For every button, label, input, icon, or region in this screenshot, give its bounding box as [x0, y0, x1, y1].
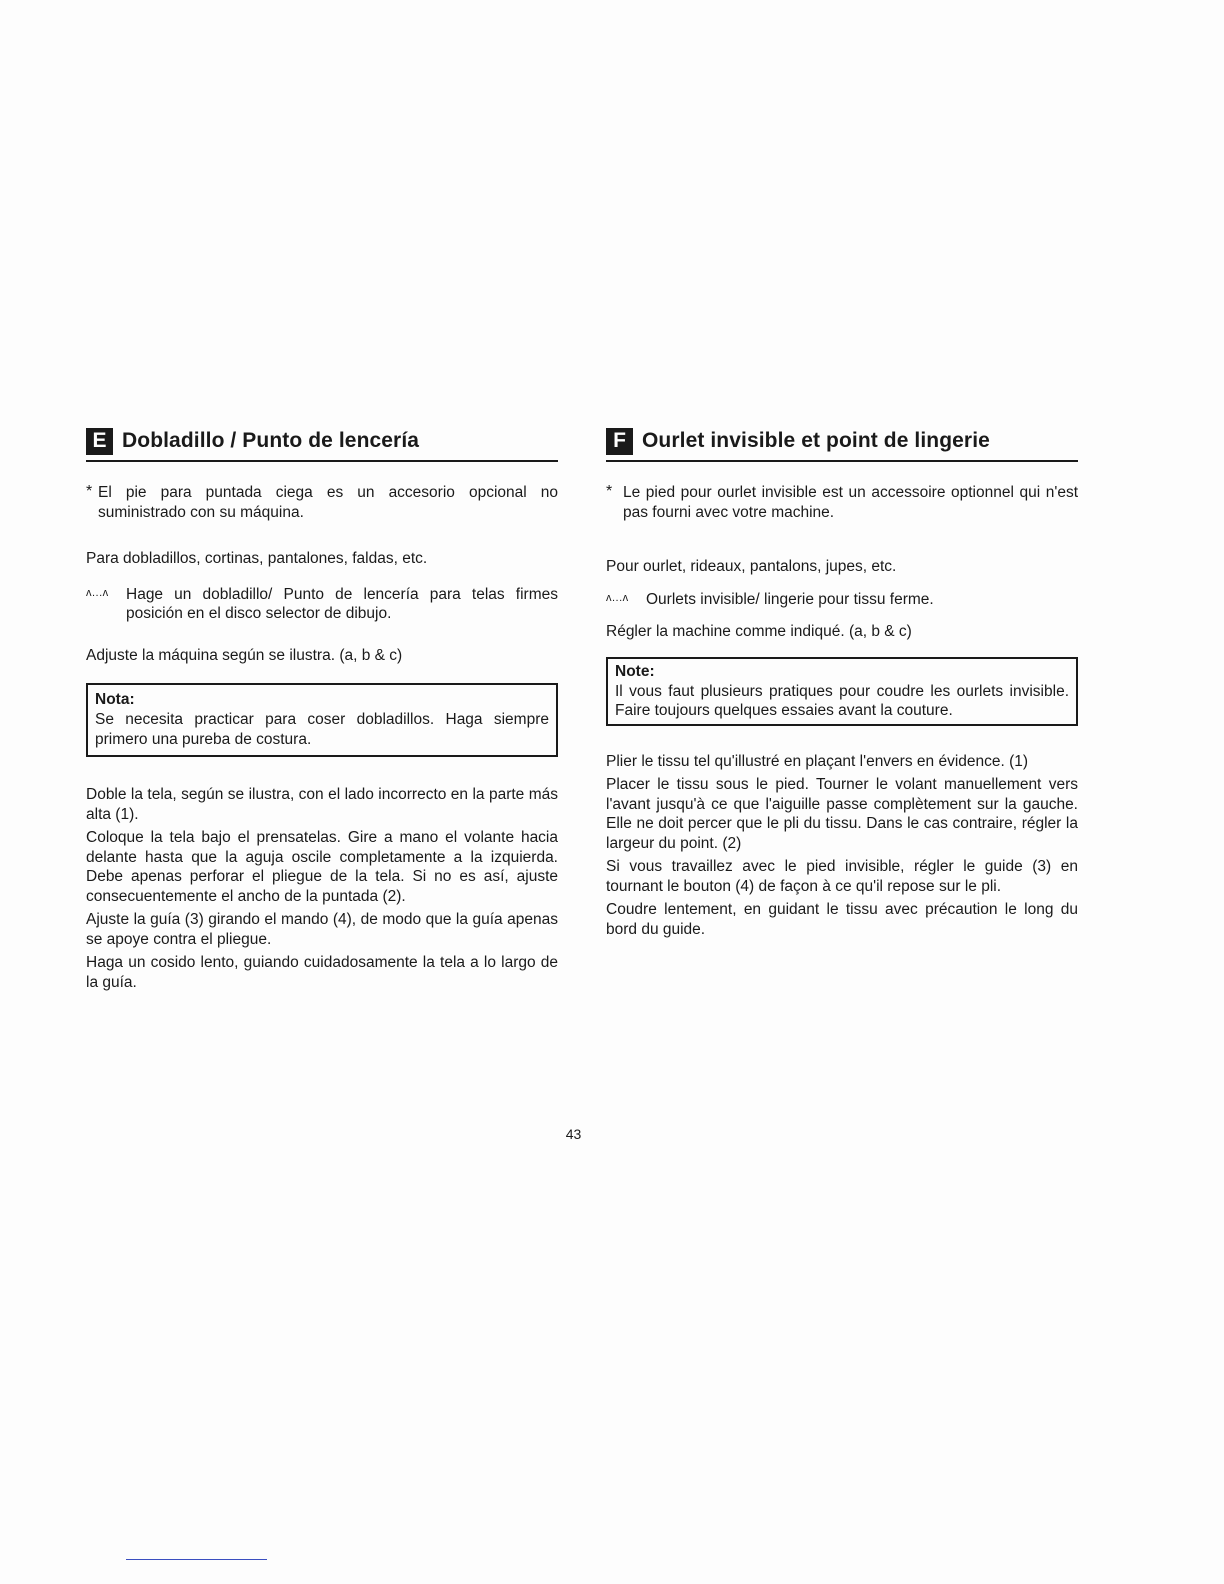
- stitch-selection-es: [86, 585, 558, 624]
- blind-stitch-symbol: ʌ...ʌ: [86, 586, 109, 599]
- blind-stitch-symbol: ʌ...ʌ: [606, 591, 629, 604]
- note-box-es: [86, 683, 558, 757]
- language-badge-fr: F: [606, 428, 633, 455]
- french-section: [606, 425, 1078, 939]
- note-box-text-es: Se necesita practicar para coser dobladillos. Haga siempre primero una pureba de costura.: [95, 711, 549, 748]
- adjust-paragraph-es: Adjuste la máquina según se ilustra. (a, b & c): [86, 646, 403, 664]
- stitch-selection-text: Hage un dobladillo/ Punto de lencería para telas firmes posición en el disco selector de dibujo.: [126, 585, 558, 622]
- stitch-selection-fr: [606, 590, 1078, 610]
- step-paragraph: Coudre lentement, en guidant le tissu avec précaution le long du bord du guide.: [606, 901, 1078, 938]
- uses-paragraph-fr: Pour ourlet, rideaux, pantalons, jupes, etc.: [606, 558, 897, 575]
- asterisk-mark: *: [606, 483, 613, 500]
- step-paragraph: Haga un cosido lento, guiando cuidadosamente la tela a lo largo de la guía.: [86, 954, 558, 991]
- optional-accessory-note-fr: [606, 483, 1078, 522]
- language-badge-es: E: [86, 428, 113, 455]
- section-title-es: Dobladillo / Punto de lencería: [122, 429, 420, 452]
- step-paragraph: Doble la tela, según se ilustra, con el lado incorrecto en la parte más alta (1).: [86, 786, 558, 823]
- optional-accessory-text: Le pied pour ourlet invisible est un accessoire optionnel qui n'est pas fourni avec votre machine.: [623, 484, 1078, 521]
- step-paragraph: Plier le tissu tel qu'illustré en plaçant l'envers en évidence. (1): [606, 752, 1029, 770]
- note-box-title-es: Nota:: [95, 691, 135, 708]
- footer-rule: [126, 1559, 267, 1560]
- stitch-selection-text: Ourlets invisible/ lingerie pour tissu ferme.: [646, 590, 934, 608]
- adjust-paragraph-fr: Régler la machine comme indiqué. (a, b & c): [606, 623, 912, 640]
- note-box-title-fr: Note:: [615, 662, 655, 680]
- optional-accessory-note-es: [86, 483, 558, 522]
- step-paragraph: Si vous travaillez avec le pied invisible, régler le guide (3) en tournant le bouton (4) de façon à ce qu'il repose sur le pli.: [606, 858, 1078, 895]
- step-paragraph: Ajuste la guía (3) girando el mando (4), de modo que la guía apenas se apoye contra el pliegue.: [86, 911, 558, 948]
- step-paragraph: Coloque la tela bajo el prensatelas. Gire a mano el volante hacia delante hasta que la aguja oscile completamente a la izquierda. Debe apenas perforar el pliegue de la tela. Si no es así, ajuste consecuentemente el ancho de la puntada (2).: [86, 829, 558, 905]
- step-paragraph: Placer le tissu sous le pied. Tourner le volant manuellement vers l'avant jusqu'à ce que l'aiguille passe complètement sur la gauche. Elle ne doit percer que le pli du tissu. Dans le cas contraire, régler la largeur du point. (2): [606, 776, 1078, 852]
- page-number: 43: [565, 1126, 582, 1142]
- section-heading-fr: [606, 425, 1078, 462]
- asterisk-mark: *: [86, 483, 93, 500]
- section-heading-es: [86, 425, 558, 462]
- uses-paragraph-es: Para dobladillos, cortinas, pantalones, faldas, etc.: [86, 550, 428, 567]
- section-title-fr: Ourlet invisible et point de lingerie: [642, 429, 990, 452]
- note-box-text-fr: Il vous faut plusieurs pratiques pour coudre les ourlets invisible. Faire toujours quelques essaies avant la couture.: [615, 682, 1069, 719]
- note-box-fr: [606, 657, 1078, 726]
- optional-accessory-text: El pie para puntada ciega es un accesorio opcional no suministrado con su máquina.: [98, 484, 558, 521]
- spanish-section: [86, 425, 558, 992]
